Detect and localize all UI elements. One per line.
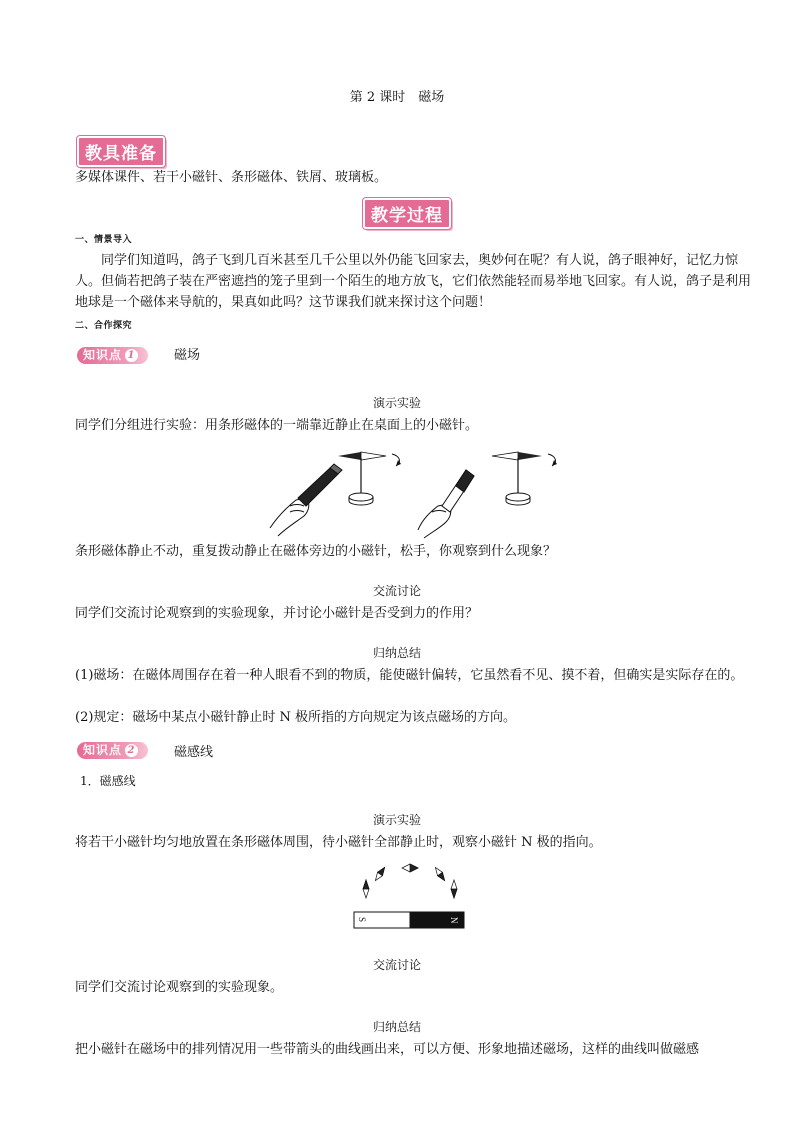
magnet-needle-illustration [260,440,560,540]
kp2-demo-text: 将若干小磁针均匀地放置在条形磁体周围，待小磁针全部静止时，观察小磁针 N 极的指向。 [75,835,602,850]
kp1-demo-text: 同学们分组进行实验：用条形磁体的一端靠近静止在桌面上的小磁针。 [75,418,479,433]
kp2-title: 磁感线 [174,745,214,760]
kp2-badge-number: 2 [125,744,138,757]
kp1-summary-2: (2)规定：磁场中某点小磁针静止时 N 极所指的方向规定为该点磁场的方向。 [75,710,517,725]
section2-heading: 二、合作探究 [75,321,133,331]
kp2-discuss-heading: 交流讨论 [372,958,421,972]
kp1-badge [77,344,148,364]
kp2-demo-heading: 演示实验 [372,813,421,827]
kp2-summary-text: 把小磁针在磁场中的排列情况用一些带箭头的曲线画出来，可以方便、形象地描述磁场，这样的曲线叫做磁感 [75,1042,700,1057]
kp1-title: 磁场 [174,348,201,363]
tools-text: 多媒体课件、若干小磁针、条形磁体、铁屑、玻璃板。 [75,170,388,185]
kp2-sub1: 1．磁感线 [80,774,136,788]
kp1-discuss-heading: 交流讨论 [372,584,421,598]
tools-badge-label: 教具准备 [77,136,165,167]
magnet-n-label: N [449,917,459,924]
kp2-badge [77,739,148,759]
compass-needle-right [492,452,557,505]
kp1-summary-heading: 归纳总结 [372,646,421,660]
page-title: 第 2 课时 磁场 [349,90,445,105]
compass-needle-left [338,452,401,505]
kp1-discuss-text: 同学们交流讨论观察到的实验现象，并讨论小磁针是否受到力的作用？ [75,606,479,621]
kp2-discuss-text: 同学们交流讨论观察到的实验现象。 [75,980,284,995]
hand-magnet-left [270,464,342,536]
kp2-badge-label: 知识点 [83,743,123,757]
hand-magnet-right [418,470,474,538]
kp1-badge-label: 知识点 [83,348,123,362]
tools-badge [77,136,165,167]
process-badge [363,198,451,229]
kp1-badge-number: 1 [125,349,138,362]
compass-needles [363,864,457,898]
magnet-s-label: S [357,917,367,923]
process-badge-label: 教学过程 [363,198,451,229]
kp2-summary-heading: 归纳总结 [372,1020,421,1034]
kp1-summary-1: (1)磁场：在磁体周围存在着一种人眼看不到的物质，能使磁针偏转，它虽然看不见、摸不着，但确实是实际存在的。 [75,668,744,683]
section1-paragraph: 同学们知道吗，鸽子飞到几百米甚至几千公里以外仍能飞回家去，奥妙何在呢？有人说，鸽子眼神好，记忆力惊人。但倘若把鸽子装在严密遮挡的笼子里到一个陌生的地方放飞，它们依然能轻而易举地飞回家。有人说，鸽子是利用地球是一个磁体来导航的，果真如此吗？这节课我们就来探讨这个问题！ [75,253,752,310]
kp1-observe-text: 条形磁体静止不动，重复拨动静止在磁体旁边的小磁针，松手，你观察到什么现象？ [75,544,557,559]
bar-magnet-diagram [350,862,470,936]
kp1-demo-heading: 演示实验 [372,396,421,410]
section1-heading: 一、情景导入 [75,235,133,245]
